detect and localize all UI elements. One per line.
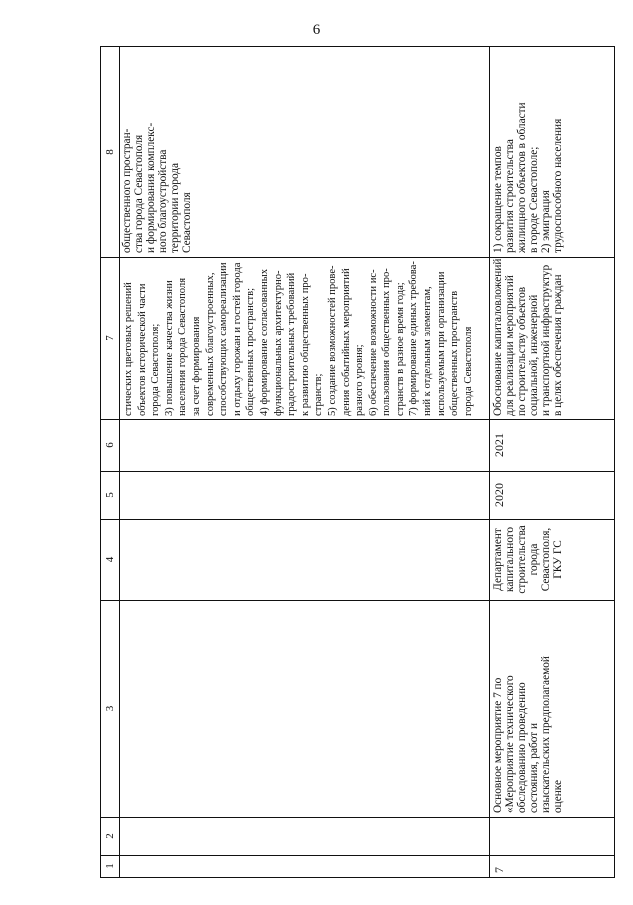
text-line: ства города Севастополя xyxy=(133,134,145,253)
text-line: Обоснование капиталовложений xyxy=(492,258,504,416)
text-line: современных благоустроенных, xyxy=(204,272,216,416)
measures-table xyxy=(100,46,615,878)
text-line: обследованию проведению xyxy=(516,682,528,813)
text-line: разного уровня; xyxy=(354,344,366,416)
text-line: состояния, работ и xyxy=(528,722,540,813)
text-line: объектов исторической части xyxy=(136,283,148,416)
text-line: социальной, инженерной xyxy=(528,294,540,416)
text-line: общественного простран- xyxy=(121,128,133,253)
row7-col6-cell: 2021 xyxy=(492,433,506,457)
text-line: трудоспособного населения xyxy=(552,118,564,253)
text-line: пользования общественных про- xyxy=(381,268,393,416)
text-line: 7) формирование единых требова- xyxy=(408,261,420,416)
row7-col8-cell xyxy=(489,47,614,257)
text-line: оценке xyxy=(552,780,564,813)
text-line: Департамент xyxy=(492,528,504,591)
text-line: изыскательских предполагаемой xyxy=(540,656,552,813)
text-line: общественных пространств xyxy=(449,290,461,416)
text-line: и отдыху горожан и гостей города xyxy=(231,262,243,416)
text-line: для реализации мероприятий xyxy=(504,275,516,416)
text-line: города Севастополя xyxy=(462,326,474,416)
text-line: города xyxy=(528,543,540,576)
text-line: строительства xyxy=(516,525,528,594)
text-line: 5) создание возможностей прове- xyxy=(326,265,338,416)
text-line: градостроительных требований xyxy=(286,272,298,416)
header-cell-7: 7 xyxy=(104,335,116,341)
row7-col1-cell: 7 xyxy=(492,867,506,873)
text-line: по строительству объектов xyxy=(516,286,528,416)
text-line: города Севастополя; xyxy=(150,323,162,416)
text-line: и формирования комплекс- xyxy=(145,122,157,253)
row7-col3-cell xyxy=(489,600,614,817)
text-line: способствующих самореализации xyxy=(218,262,230,416)
text-line: Севастополя, xyxy=(540,527,552,592)
row7-col2-cell xyxy=(489,817,614,855)
header-cell-6: 6 xyxy=(104,442,116,448)
header-cell-4: 4 xyxy=(104,556,116,563)
text-line: стических цветовых решений xyxy=(123,282,134,416)
header-cell-2: 2 xyxy=(104,833,116,839)
text-line: дения событийных мероприятий xyxy=(340,268,352,416)
header-cell-8: 8 xyxy=(104,149,116,155)
page-number: 6 xyxy=(312,22,321,38)
text-line: странств в разное время года; xyxy=(394,282,406,416)
continuation-col8-cell xyxy=(119,47,489,257)
text-line: жилищного объектов в области xyxy=(516,102,528,253)
row7-col5-cell: 2020 xyxy=(492,483,506,507)
text-line: к развитию общественных про- xyxy=(299,273,311,416)
text-line: и транспортной инфраструктур xyxy=(540,264,552,416)
header-cell-1: 1 xyxy=(104,863,116,869)
text-line: ГКУ ГС xyxy=(552,540,564,579)
text-line: Севастополя xyxy=(181,192,193,253)
text-line: «Мероприятие технического xyxy=(504,675,516,813)
text-line: территории города xyxy=(169,162,181,253)
text-line: в городе Севастополе; xyxy=(528,146,540,253)
text-line: в целях обеспечения граждан xyxy=(552,274,564,416)
text-line: развития строительства xyxy=(504,139,516,253)
continuation-col7-cell xyxy=(119,257,489,419)
text-line: 6) обеспечение возможности ис- xyxy=(367,269,379,416)
text-line: за счет формирования xyxy=(190,316,202,416)
text-line: функциональных архитектурно- xyxy=(272,270,284,416)
text-line: 1) сокращение темпов xyxy=(492,146,504,253)
text-line: странств; xyxy=(313,373,325,416)
text-line: ного благоустройства xyxy=(157,149,169,253)
text-line: используемым при организации xyxy=(435,271,447,416)
text-line: населения города Севастополя xyxy=(177,277,189,416)
row7-col7-cell xyxy=(489,257,614,419)
header-cell-5: 5 xyxy=(104,492,116,498)
text-line: 4) формирование согласованных xyxy=(258,268,270,416)
row7-col4-cell xyxy=(489,519,614,600)
text-line: ний к отдельным элементам, xyxy=(422,286,434,416)
text-line: общественных пространств; xyxy=(245,287,257,416)
text-line: 2) эмиграция xyxy=(540,190,552,253)
text-line: 3) повышение качества жизни xyxy=(163,280,175,416)
header-cell-3: 3 xyxy=(104,705,116,712)
text-line: капитального xyxy=(504,527,516,592)
text-line: Основное мероприятие 7 по xyxy=(492,677,504,813)
